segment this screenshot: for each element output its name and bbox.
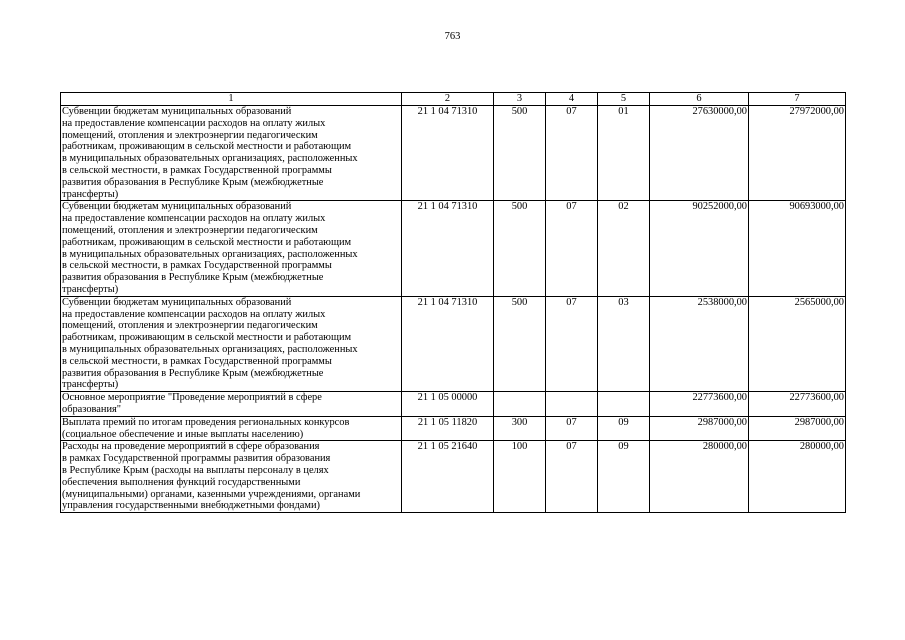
header-col-4: 4 — [546, 93, 598, 106]
row-amount-7: 27972000,00 — [749, 106, 846, 201]
row-description — [61, 416, 402, 441]
description-line: развития образования в Республике Крым (межбюджетные — [62, 176, 324, 188]
row-col-3: 500 — [494, 201, 546, 296]
description-line: образования" — [62, 403, 122, 415]
row-col-5: 03 — [598, 296, 650, 391]
header-col-1: 1 — [61, 93, 402, 106]
header-col-5: 5 — [598, 93, 650, 106]
row-amount-7: 22773600,00 — [749, 392, 846, 417]
description-line: помещений, отопления и электроэнергии педагогическим — [62, 320, 318, 332]
description-line: трансферты) — [62, 283, 119, 295]
row-col-3: 500 — [494, 106, 546, 201]
row-col-3: 300 — [494, 416, 546, 441]
row-code: 21 1 05 00000 — [402, 392, 494, 417]
table-row — [61, 416, 846, 441]
row-description — [61, 441, 402, 513]
description-line: в муниципальных образовательных организациях, расположенных — [62, 248, 358, 260]
description-line: в муниципальных образовательных организациях, расположенных — [62, 343, 358, 355]
description-line: управления государственными внебюджетными фондами) — [62, 500, 320, 512]
description-line: работникам, проживающим в сельской местности и работающим — [62, 141, 352, 153]
row-amount-7: 90693000,00 — [749, 201, 846, 296]
row-col-5: 09 — [598, 416, 650, 441]
row-col-3 — [494, 392, 546, 417]
row-amount-7: 2565000,00 — [749, 296, 846, 391]
description-line: развития образования в Республике Крым (межбюджетные — [62, 272, 324, 284]
row-col-3: 100 — [494, 441, 546, 513]
page-number: 763 — [444, 31, 461, 42]
row-col-5: 09 — [598, 441, 650, 513]
row-amount-6: 2987000,00 — [650, 416, 749, 441]
row-description — [61, 106, 402, 201]
description-line: помещений, отопления и электроэнергии педагогическим — [62, 224, 318, 236]
row-col-5 — [598, 392, 650, 417]
row-col-4: 07 — [546, 441, 598, 513]
description-line: развития образования в Республике Крым (межбюджетные — [62, 367, 324, 379]
row-amount-6: 27630000,00 — [650, 106, 749, 201]
description-line: Субвенции бюджетам муниципальных образований — [62, 106, 292, 117]
row-amount-7: 2987000,00 — [749, 416, 846, 441]
header-col-6: 6 — [650, 93, 749, 106]
description-line: Субвенции бюджетам муниципальных образований — [62, 201, 292, 213]
row-col-5: 01 — [598, 106, 650, 201]
description-line: Основное мероприятие "Проведение мероприятий в сфере — [62, 392, 322, 404]
row-col-4 — [546, 392, 598, 417]
description-line: обеспечения выполнения функций государственными — [62, 476, 301, 488]
table-row — [61, 441, 846, 513]
row-description — [61, 392, 402, 417]
row-code: 21 1 04 71310 — [402, 201, 494, 296]
header-col-2: 2 — [402, 93, 494, 106]
row-code: 21 1 05 11820 — [402, 416, 494, 441]
header-col-7: 7 — [749, 93, 846, 106]
description-line: на предоставление компенсации расходов на оплату жилых — [62, 308, 326, 320]
row-amount-6: 22773600,00 — [650, 392, 749, 417]
description-line: Субвенции бюджетам муниципальных образований — [62, 296, 292, 308]
row-description — [61, 296, 402, 391]
table-row — [61, 106, 846, 201]
description-line: в муниципальных образовательных организациях, расположенных — [62, 153, 358, 165]
table-row — [61, 296, 846, 391]
description-line: в сельской местности, в рамках Государственной программы — [62, 260, 332, 272]
description-line: в сельской местности, в рамках Государственной программы — [62, 164, 332, 176]
description-line: трансферты) — [62, 188, 119, 200]
header-col-3: 3 — [494, 93, 546, 106]
row-code: 21 1 04 71310 — [402, 296, 494, 391]
row-code: 21 1 04 71310 — [402, 106, 494, 201]
description-line: (муниципальными) органами, казенными учреждениями, органами — [62, 488, 361, 500]
row-col-4: 07 — [546, 201, 598, 296]
row-amount-7: 280000,00 — [749, 441, 846, 513]
table-header-row — [61, 93, 846, 106]
row-col-4: 07 — [546, 296, 598, 391]
description-line: на предоставление компенсации расходов на оплату жилых — [62, 117, 326, 129]
row-col-5: 02 — [598, 201, 650, 296]
row-col-4: 07 — [546, 416, 598, 441]
row-amount-6: 2538000,00 — [650, 296, 749, 391]
description-line: в рамках Государственной программы развития образования — [62, 453, 331, 465]
table-row — [61, 392, 846, 417]
row-col-3: 500 — [494, 296, 546, 391]
budget-table — [60, 92, 846, 513]
row-code: 21 1 05 21640 — [402, 441, 494, 513]
row-amount-6: 280000,00 — [650, 441, 749, 513]
row-col-4: 07 — [546, 106, 598, 201]
description-line: в Республике Крым (расходы на выплаты персоналу в целях — [62, 464, 329, 476]
description-line: (социальное обеспечение и иные выплаты населению) — [62, 428, 304, 440]
description-line: Расходы на проведение мероприятий в сфере образования — [62, 441, 320, 453]
description-line: помещений, отопления и электроэнергии педагогическим — [62, 129, 318, 141]
description-line: на предоставление компенсации расходов на оплату жилых — [62, 213, 326, 225]
description-line: в сельской местности, в рамках Государственной программы — [62, 355, 332, 367]
description-line: трансферты) — [62, 379, 119, 391]
table-row — [61, 201, 846, 296]
row-amount-6: 90252000,00 — [650, 201, 749, 296]
description-line: работникам, проживающим в сельской местности и работающим — [62, 332, 352, 344]
description-line: работникам, проживающим в сельской местности и работающим — [62, 236, 352, 248]
row-description — [61, 201, 402, 296]
table-body — [61, 106, 846, 513]
description-line: Выплата премий по итогам проведения региональных конкурсов — [62, 416, 350, 428]
